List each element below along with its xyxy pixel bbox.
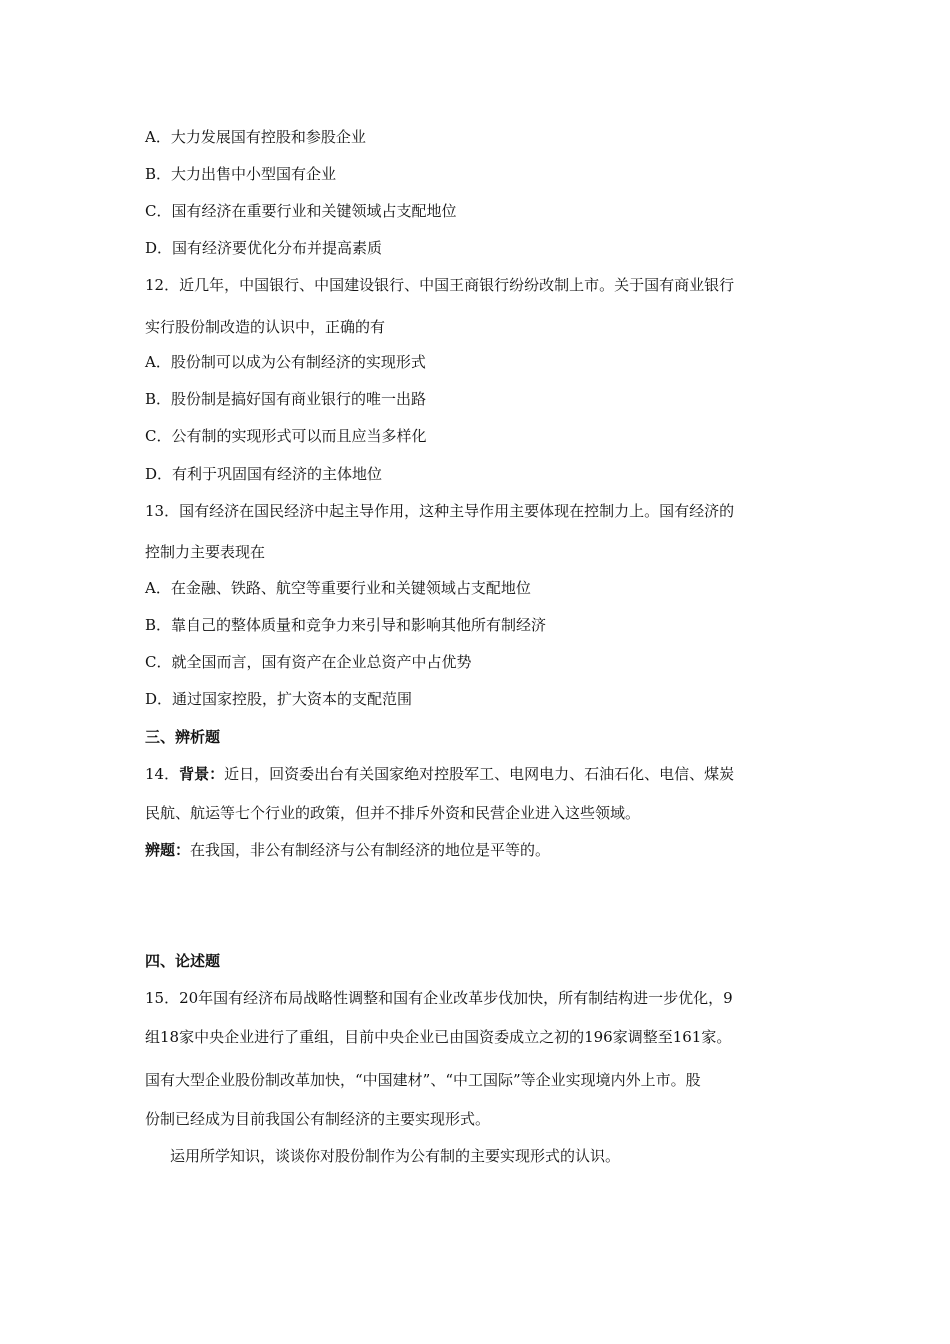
q14-bg-text: 近日，回资委出台有关国家绝对控股军工、电网电力、石油石化、电信、煤炭	[224, 765, 735, 783]
q12-option-b: B．股份制是搞好国有商业银行的唯一出路	[145, 390, 427, 408]
section3-heading: 三、辨析题	[145, 728, 221, 746]
q15-line2: 组18家中央企业进行了重组，目前中央企业已由国资委成立之初的196家调整至161家。	[145, 1028, 732, 1046]
q13-stem-line2: 控制力主要表现在	[145, 543, 266, 561]
q15-line1: 15．20年国有经济布局战略性调整和国有企业改革步伐加快，所有制结构进一步优化，9	[145, 989, 733, 1007]
section4-heading: 四、论述题	[145, 952, 221, 970]
q13-option-c: C．就全国而言，国有资产在企业总资产中占优势	[145, 653, 472, 671]
q12-option-a: A．股份制可以成为公有制经济的实现形式	[145, 353, 426, 371]
q14-topic	[145, 840, 550, 860]
q14-bg-label: 背景：	[179, 765, 225, 783]
q15-prompt: 运用所学知识，谈谈你对股份制作为公有制的主要实现形式的认识。	[170, 1147, 621, 1165]
q14-number: 14．	[145, 765, 180, 783]
q14-topic-label: 辨题：	[145, 841, 191, 859]
q11-option-b: B．大力出售中小型国有企业	[145, 165, 337, 183]
q13-stem-line1: 13．国有经济在国民经济中起主导作用，这种主导作用主要体现在控制力上。国有经济的	[145, 502, 735, 520]
q12-stem-line1: 12．近几年，中国银行、中国建设银行、中国王商银行纷纷改制上市。关于国有商业银行	[145, 276, 735, 294]
q14-topic-text: 在我国，非公有制经济与公有制经济的地位是平等的。	[190, 841, 551, 859]
q15-line3: 国有大型企业股份制改革加快，“中国建材”、“中工国际”等企业实现境内外上市。股	[145, 1071, 701, 1089]
q12-option-c: C．公有制的实现形式可以而且应当多样化	[145, 427, 427, 445]
q13-option-a: A．在金融、铁路、航空等重要行业和关键领域占支配地位	[145, 579, 531, 597]
q11-option-c: C．国有经济在重要行业和关键领域占支配地位	[145, 202, 457, 220]
q11-option-d: D．国有经济要优化分布并提高素质	[145, 239, 383, 257]
q14-background-line2: 民航、航运等七个行业的政策，但并不排斥外资和民营企业进入这些领域。	[145, 804, 641, 822]
q12-option-d: D．有利于巩固国有经济的主体地位	[145, 465, 383, 483]
q11-option-a: A．大力发展国有控股和参股企业	[145, 128, 366, 146]
q13-option-b: B．靠自己的整体质量和竞争力来引导和影响其他所有制经济	[145, 616, 547, 634]
q15-line4: 份制已经成为目前我国公有制经济的主要实现形式。	[145, 1110, 491, 1128]
q13-option-d: D．通过国家控股，扩大资本的支配范围	[145, 690, 413, 708]
q12-stem-line2: 实行股份制改造的认识中，正确的有	[145, 318, 386, 336]
q14-background	[145, 764, 734, 784]
